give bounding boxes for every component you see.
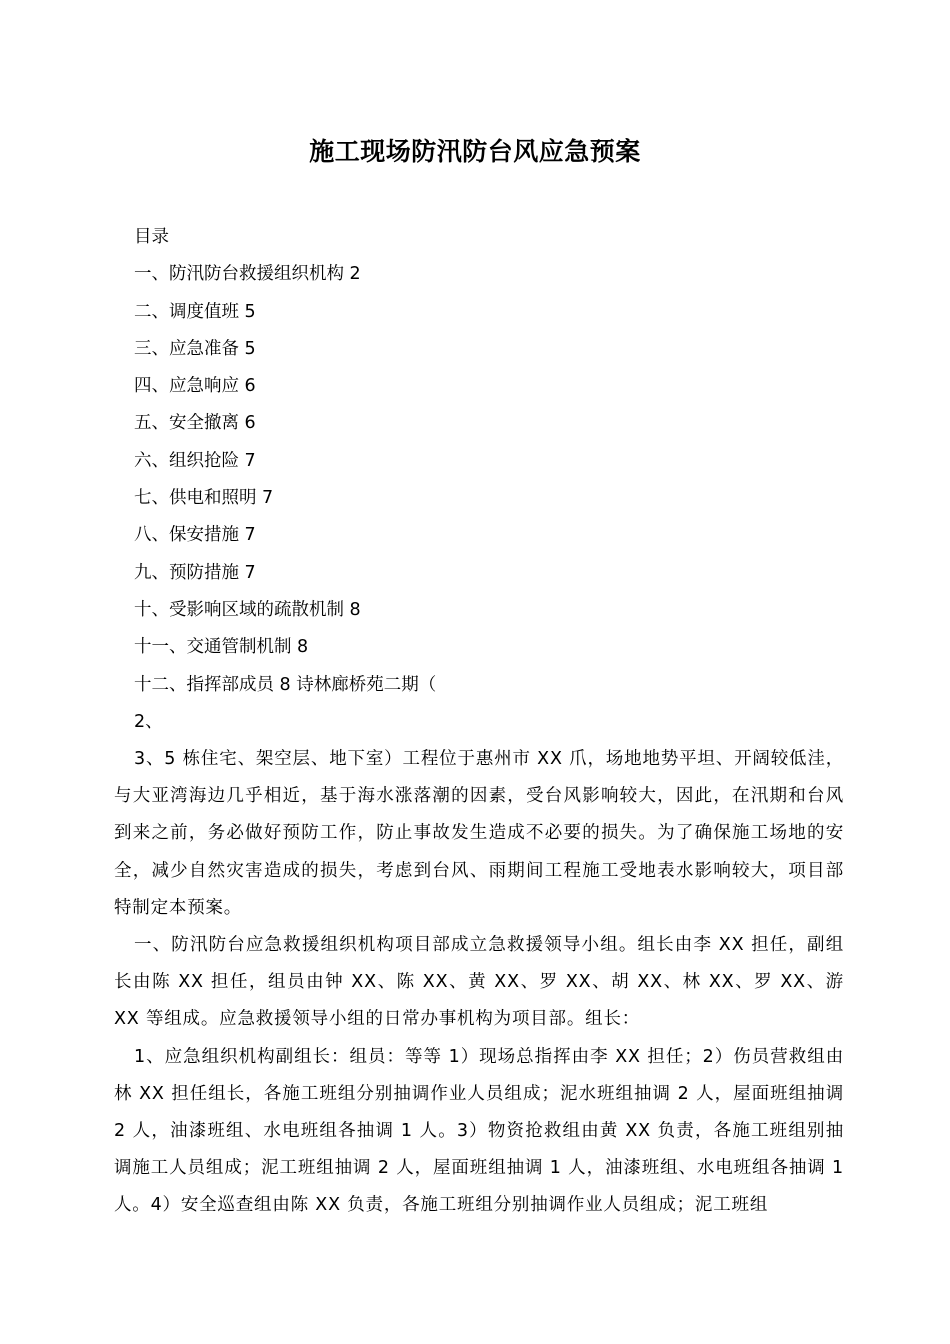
toc-item: 三、应急准备 5 <box>134 338 256 359</box>
document-body <box>114 741 844 1225</box>
toc-item: 六、组织抢险 7 <box>134 450 256 471</box>
body-paragraph: 1、应急组织机构副组长：组员：等等 1）现场总指挥由李 XX 担任；2）伤员营救组由林 XX 担任组长，各施工班组分别抽调作业人员组成；泥水班组抽调 2 人，屋面班组抽调 2 人，油漆班组、水电班组各抽调 1 人。3）物资抢救组由黄 XX 负责，各施工班组别抽调施工人员组成；泥工班组抽调 2 人，屋面班组抽调 1 人，油漆班组、水电班组各抽调 1 人。4）安全巡查组由陈 XX 负责，各施工班组分别抽调作业人员组成；泥工班组 <box>114 1046 844 1216</box>
toc-item: 九、预防措施 7 <box>134 562 256 583</box>
toc-heading: 目录 <box>134 227 169 247</box>
table-of-contents <box>134 219 436 741</box>
toc-item: 二、调度值班 5 <box>134 301 256 322</box>
toc-item: 七、供电和照明 7 <box>134 488 274 509</box>
toc-item: 五、安全撤离 6 <box>134 413 256 434</box>
body-paragraph: 一、防汛防台应急救援组织机构项目部成立急救援领导小组。组长由李 XX 担任，副组长由陈 XX 担任，组员由钟 XX、陈 XX、黄 XX、罗 XX、胡 XX、林 XX、罗 XX、游 XX 等组成。应急救援领导小组的日常办事机构为项目部。组长： <box>114 935 844 1030</box>
body-paragraph: 3、5 栋住宅、架空层、地下室）工程位于惠州市 XX 爪，场地地势平坦、开阔较低洼，与大亚湾海边几乎相近，基于海水涨落潮的因素，受台风影响较大，因此，在汛期和台风到来之前，务必做好预防工作，防止事故发生造成不必要的损失。为了确保施工场地的安全，减少自然灾害造成的损失，考虑到台风、雨期间工程施工受地表水影响较大，项目部特制定本预案。 <box>114 749 844 918</box>
toc-item: 十、受影响区域的疏散机制 8 <box>134 599 361 620</box>
toc-item: 2、 <box>134 711 163 732</box>
toc-item: 十一、交通管制机制 8 <box>134 637 309 658</box>
toc-item: 十二、指挥部成员 8 诗林廊桥苑二期（ <box>134 674 437 695</box>
document-title: 施工现场防汛防台风应急预案 <box>309 137 641 166</box>
toc-item: 四、应急响应 6 <box>134 376 256 397</box>
toc-item: 一、防汛防台救援组织机构 2 <box>134 264 361 285</box>
toc-item: 八、保安措施 7 <box>134 525 256 546</box>
